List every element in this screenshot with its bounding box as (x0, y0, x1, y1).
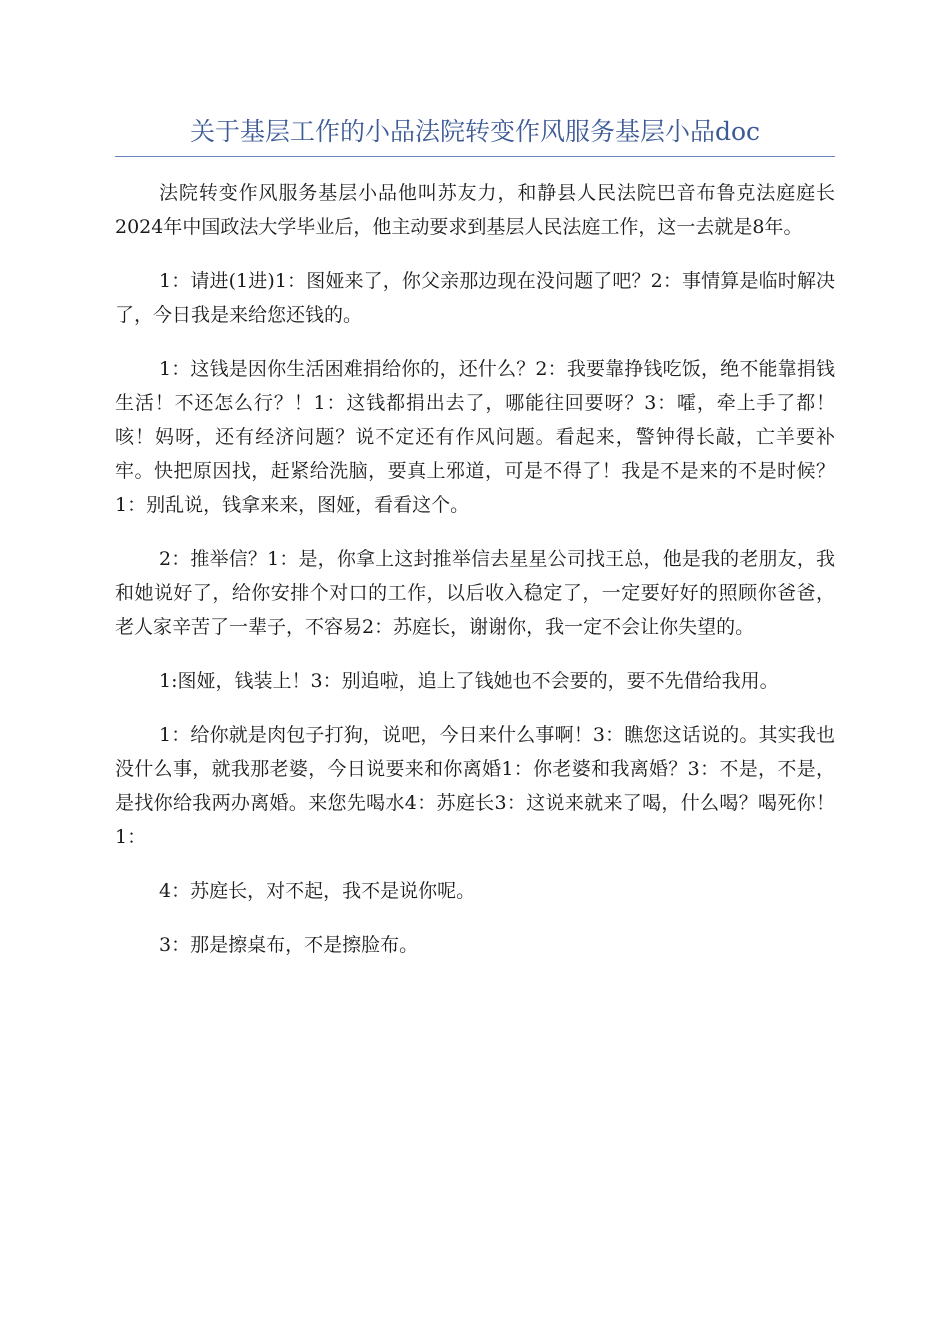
title-block (115, 112, 835, 157)
paragraph-dialogue-5: 1：给你就是肉包子打狗，说吧，今日来什么事啊！3：瞧您这话说的。其实我也没什么事，就我那老婆，今日说要来和你离婚1：你老婆和我离婚？3：不是，不是，是找你给我两办离婚。来您先喝水4：苏庭长3：这说来就来了喝，什么喝？喝死你！1： (115, 724, 835, 848)
document-body (115, 176, 835, 982)
paragraph-dialogue-1: 1：请进(1进)1：图娅来了，你父亲那边现在没问题了吧？2：事情算是临时解决了，今日我是来给您还钱的。 (115, 270, 835, 326)
paragraph-dialogue-6: 4：苏庭长，对不起，我不是说你呢。 (159, 880, 476, 902)
paragraph-dialogue-4: 1:图娅，钱装上！3：别追啦，追上了钱她也不会要的，要不先借给我用。 (159, 670, 779, 692)
paragraph-dialogue-2: 1：这钱是因你生活困难捐给你的，还什么？2：我要靠挣钱吃饭，绝不能靠捐钱生活！不还怎么行？！1：这钱都捐出去了，哪能往回要呀？3：嚯，牵上手了都！咳！妈呀，还有经济问题？说不定还有作风问题。看起来，警钟得长敲，亡羊要补牢。快把原因找，赶紧给洗脑，要真上邪道，可是不得了！我是不是来的不是时候？1：别乱说，钱拿来来，图娅，看看这个。 (115, 358, 835, 516)
page-title: 关于基层工作的小品法院转变作风服务基层小品doc (189, 117, 761, 146)
paragraph-intro: 法院转变作风服务基层小品他叫苏友力，和静县人民法院巴音布鲁克法庭庭长2024年中国政法大学毕业后，他主动要求到基层人民法庭工作，这一去就是8年。 (115, 182, 835, 238)
paragraph-dialogue-7: 3：那是擦桌布，不是擦脸布。 (159, 934, 419, 956)
paragraph-dialogue-3: 2：推举信？1：是，你拿上这封推举信去星星公司找王总，他是我的老朋友，我和她说好了，给你安排个对口的工作，以后收入稳定了，一定要好好的照顾你爸爸，老人家辛苦了一辈子，不容易2：苏庭长，谢谢你，我一定不会让你失望的。 (115, 548, 835, 638)
